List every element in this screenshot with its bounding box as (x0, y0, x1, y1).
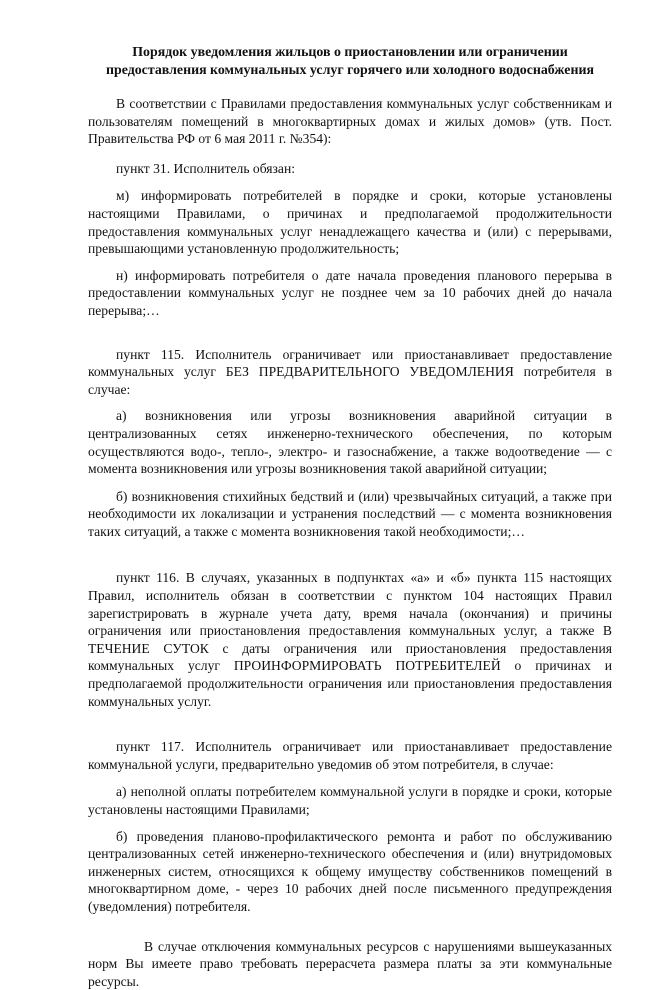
document-title (88, 44, 612, 80)
clause-117: пункт 117. Исполнитель ограничивает или приостанавливает предоставление коммунальной услуги, предварительно уведомив об этом потребителя, в случае: (88, 739, 612, 772)
clause-115: пункт 115. Исполнитель ограничивает или приостанавливает предоставление коммунальных услуг БЕЗ ПРЕДВАРИТЕЛЬНОГО УВЕДОМЛЕНИЯ потребителя в случае: (88, 346, 612, 397)
clause-115-a: а) возникновения или угрозы возникновения аварийной ситуации в централизованных сетях инженерно-технического обеспечения, по которым осуществляются водо-, тепло-, электро- и газоснабжение, а также водоотведение — с момента возникновения или угрозы возникновения такой аварийной ситуации; (88, 408, 612, 477)
intro-paragraph: В соответствии с Правилами предоставления коммунальных услуг собственникам и пользователям помещений в многоквартирных домах и жилых домов» (утв. Пост. Правительства РФ от 6 мая 2011 г. №354): (88, 96, 612, 147)
clause-31-n: н) информировать потребителя о дате начала проведения планового перерыва в предоставлении коммунальных услуг не позднее чем за 10 рабочих дней до начала перерыва;… (88, 267, 612, 318)
title-line-2: предоставления коммунальных услуг горячего или холодного водоснабжения (106, 63, 594, 78)
clause-31-heading: пункт 31. Исполнитель обязан: (116, 160, 296, 176)
closing-paragraph: В случае отключения коммунальных ресурсов с нарушениями вышеуказанных норм Вы имеете право требовать перерасчета размера платы за эти коммунальные ресурсы. (88, 938, 612, 989)
clause-117-a: а) неполной оплаты потребителем коммунальной услуги в порядке и сроки, которые установлены настоящими Правилами; (88, 784, 612, 817)
clause-115-b: б) возникновения стихийных бедствий и (или) чрезвычайных ситуаций, а также при необходимости их локализации и устранения последствий — с момента возникновения таких ситуаций, а также с момента возникновения такой необходимости;… (88, 488, 612, 539)
clause-117-b: б) проведения планово-профилактического ремонта и работ по обслуживанию централизованных сетей инженерно-технического обеспечения и (или) внутридомовых инженерных систем, относящихся к общему имуществу собственников помещений в многоквартирном доме, - через 10 рабочих дней после письменного предупреждения (уведомления) потребителя. (88, 828, 612, 914)
title-line-1: Порядок уведомления жильцов о приостановлении или ограничении (132, 45, 568, 60)
clause-31-m: м) информировать потребителей в порядке и сроки, которые установлены настоящими Правилами, о причинах и предполагаемой продолжительности предоставления коммунальных услуг ненадлежащего качества и (или) с перерывами, превышающими установленную продолжительность; (88, 188, 612, 257)
clause-116: пункт 116. В случаях, указанных в подпунктах «а» и «б» пункта 115 настоящих Правил, исполнитель обязан в соответствии с пунктом 104 настоящих Правил зарегистрировать в журнале учета дату, время начала (окончания) и причины ограничения или приостановления предоставления коммунальных услуг, а также В ТЕЧЕНИЕ СУТОК с даты ограничения или приостановления предоставления коммунальных услуг ПРОИНФОРМИРОВАТЬ ПОТРЕБИТЕЛЕЙ о причинах и предполагаемой продолжительности ограничения или приостановления предоставления коммунальных услуг. (88, 570, 612, 709)
